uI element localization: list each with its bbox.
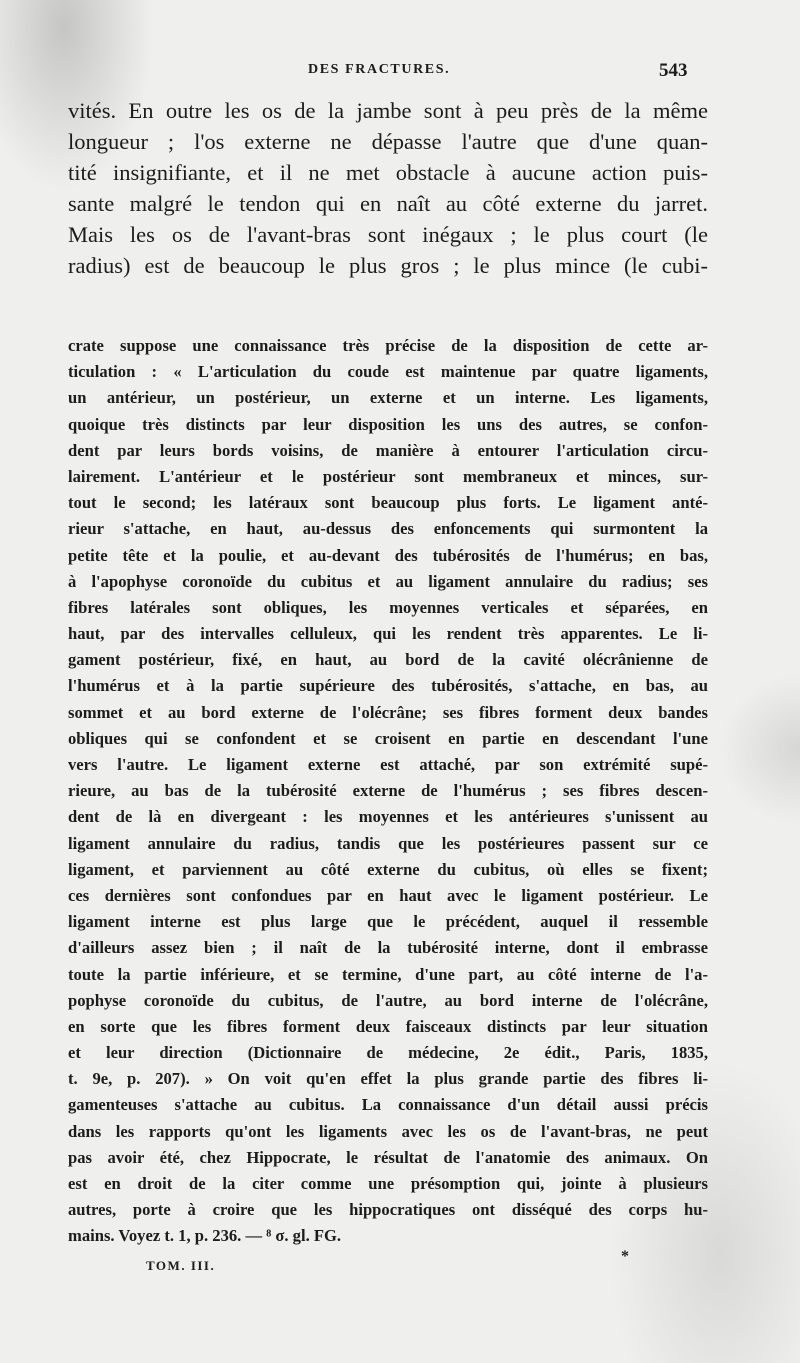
footnote-line: fibres latérales sont obliques, les moyennes verticales et séparées, en xyxy=(68,597,708,617)
footnote-line: à l'apophyse coronoïde du cubitus et au ligament annulaire du radius; ses xyxy=(68,571,708,591)
footnote-line: l'humérus et à la partie supérieure des tubérosités, s'attache, en bas, au xyxy=(68,676,708,696)
footnote-line: rieur s'attache, en haut, au-dessus des enfoncements qui surmontent la xyxy=(68,519,708,539)
main-text-line: tité insignifiante, et il ne met obstacle à aucune action puis- xyxy=(68,160,708,185)
footnote-line: toute la partie inférieure, et se termine, d'une part, au côté interne de l'a- xyxy=(68,964,708,984)
footnote-line: autres, porte à croire que les hippocratiques ont disséqué des corps hu- xyxy=(68,1200,708,1220)
footnote-line: t. 9e, p. 207). » On voit qu'en effet la plus grande partie des fibres li- xyxy=(68,1069,708,1089)
signature-mark: TOM. III. xyxy=(146,1258,216,1273)
footnote-line: ligament, et parviennent au côté externe du cubitus, où elles se fixent; xyxy=(68,859,708,879)
footnote-line: dent de là en divergeant : les moyennes et les antérieures s'unissent au xyxy=(68,807,708,827)
footnote-line: rieure, au bas de la tubérosité externe de l'humérus ; ses fibres descen- xyxy=(68,781,708,801)
footnote-line: tout le second; les latéraux sont beaucoup plus forts. Le ligament anté- xyxy=(68,493,708,513)
footnote-line: gamenteuses s'attache au cubitus. La connaissance d'un détail aussi précis xyxy=(68,1095,708,1115)
footnote-line: ticulation : « L'articulation du coude est maintenue par quatre ligaments, xyxy=(68,362,708,382)
footnote-line: pas avoir été, chez Hippocrate, le résultat de l'anatomie des animaux. On xyxy=(68,1147,708,1167)
footnote-line: petite tête et la poulie, et au-devant des tubérosités de l'humérus; en bas, xyxy=(68,545,708,565)
footnote-line: en sorte que les fibres forment deux faisceaux distincts par leur situation xyxy=(68,1016,708,1036)
footnote-line: crate suppose une connaissance très précise de la disposition de cette ar- xyxy=(68,336,708,355)
footnote-line: un antérieur, un postérieur, un externe et un interne. Les ligaments, xyxy=(68,388,708,408)
footnote-line: d'ailleurs assez bien ; il naît de la tubérosité interne, dont il embrasse xyxy=(68,938,708,958)
footnote-line: mains. Voyez t. 1, p. 236. — ⁸ σ. gl. FG. xyxy=(68,1226,342,1246)
star-mark: * xyxy=(621,1248,629,1265)
main-text-line: radius) est de beaucoup le plus gros ; le plus mince (le cubi- xyxy=(68,253,708,278)
page-number: 543 xyxy=(659,60,688,81)
footnote-line: est en droit de la citer comme une présomption qui, jointe à plusieurs xyxy=(68,1174,708,1193)
footnote-line: haut, par des intervalles celluleux, qui les rendent très apparentes. Le li- xyxy=(68,624,708,644)
footnote-line: ligament annulaire du radius, tandis que les postérieures passent sur ce xyxy=(68,833,708,853)
footnote-line: sommet et au bord externe de l'olécrâne; ses fibres forment deux bandes xyxy=(68,702,708,722)
footnote-line: lairement. L'antérieur et le postérieur sont membraneux et minces, sur- xyxy=(68,466,708,486)
footnote-line: gament postérieur, fixé, en haut, au bord de la cavité olécrânienne de xyxy=(68,650,708,670)
main-text xyxy=(68,95,708,281)
footnote-line: obliques qui se confondent et se croisent en partie en descendant l'une xyxy=(68,728,708,748)
footnote xyxy=(68,333,708,1250)
footnote-line: ces dernières sont confondues par en haut avec le ligament postérieur. Le xyxy=(68,885,708,905)
main-text-line: Mais les os de l'avant-bras sont inégaux ; le plus court (le xyxy=(68,222,708,247)
running-title: DES FRACTURES. xyxy=(308,62,451,77)
footnote-line: pophyse coronoïde du cubitus, de l'autre, au bord interne de l'olécrâne, xyxy=(68,990,708,1010)
main-text-line: longueur ; l'os externe ne dépasse l'autre que d'une quan- xyxy=(68,129,708,154)
footnote-line: et leur direction (Dictionnaire de médecine, 2e édit., Paris, 1835, xyxy=(68,1043,708,1063)
footnote-line: vers l'autre. Le ligament externe est attaché, par son extrémité supé- xyxy=(68,755,708,774)
main-text-line: vités. En outre les os de la jambe sont à peu près de la même xyxy=(68,98,708,123)
footnote-line: quoique très distincts par leur disposition les uns des autres, se confon- xyxy=(68,414,708,434)
running-head xyxy=(0,62,800,84)
main-text-line: sante malgré le tendon qui en naît au côté externe du jarret. xyxy=(68,191,708,216)
footnote-line: dent par leurs bords voisins, de manière à entourer l'articulation circu- xyxy=(68,440,708,460)
footnote-line: ligament interne est plus large que le précédent, auquel il ressemble xyxy=(68,912,708,932)
footnote-line: dans les rapports qu'ont les ligaments avec les os de l'avant-bras, ne peut xyxy=(68,1121,708,1141)
